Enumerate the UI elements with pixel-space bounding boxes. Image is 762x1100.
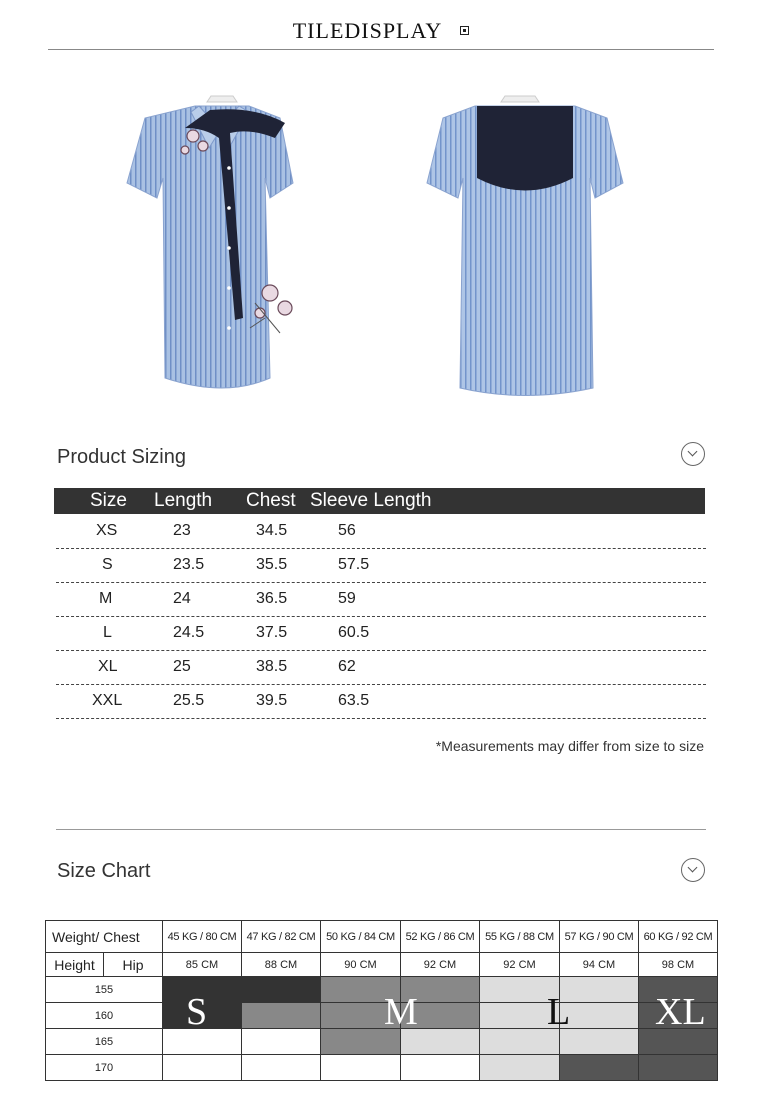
chest-cell: 36.5: [256, 590, 288, 607]
brand-header: [0, 18, 762, 44]
header-size: Size: [90, 490, 127, 511]
table-row: [56, 548, 706, 583]
size-cell: M: [99, 590, 113, 607]
weight-cell: 60 KG / 92 CM: [639, 921, 718, 953]
size-grid-cell: [480, 1055, 560, 1081]
size-chart-title: Size Chart: [57, 860, 151, 882]
chest-cell: 34.5: [256, 522, 288, 539]
sleeve-cell: 57.5: [338, 556, 370, 573]
hip-label: Hip: [104, 953, 163, 977]
shirt-back-illustration: [415, 88, 635, 408]
length-cell: 25.5: [173, 692, 205, 709]
table-row: [56, 684, 706, 719]
length-cell: 24.5: [173, 624, 205, 641]
size-grid-cell: [639, 1055, 718, 1081]
weight-chest-label: Weight/ Chest: [46, 921, 163, 953]
size-cell: XXL: [92, 692, 123, 709]
length-cell: 23: [173, 522, 191, 539]
hip-cell: 94 CM: [560, 953, 639, 977]
hip-cell: 90 CM: [321, 953, 401, 977]
hip-cell: 92 CM: [480, 953, 560, 977]
table-row: [56, 650, 706, 685]
sizing-table-header: [54, 488, 705, 514]
weight-cell: 47 KG / 82 CM: [242, 921, 321, 953]
section-divider: [56, 829, 706, 830]
size-grid-cell: [401, 1055, 480, 1081]
size-grid-cell: [242, 1003, 321, 1029]
chevron-down-icon[interactable]: [681, 858, 705, 882]
weight-cell: 52 KG / 86 CM: [401, 921, 480, 953]
bag-icon[interactable]: [460, 26, 469, 35]
size-grid-cell: [560, 1003, 639, 1029]
height-label: Height: [46, 953, 104, 977]
size-grid-cell: [242, 1029, 321, 1055]
sleeve-cell: 60.5: [338, 624, 370, 641]
hip-cell: 98 CM: [639, 953, 718, 977]
table-row: [56, 582, 706, 617]
size-cell: XL: [98, 658, 118, 675]
chest-cell: 35.5: [256, 556, 288, 573]
product-photo-front: [115, 88, 335, 408]
hip-cell: 92 CM: [401, 953, 480, 977]
size-label-xl: XL: [655, 991, 706, 1033]
chest-cell: 38.5: [256, 658, 288, 675]
weight-cell: 50 KG / 84 CM: [321, 921, 401, 953]
size-cell: L: [103, 624, 112, 641]
size-cell: S: [102, 556, 113, 573]
size-grid-cell: [560, 1029, 639, 1055]
height-cell: 160: [46, 1003, 163, 1029]
header-divider: [48, 49, 714, 50]
sleeve-cell: 62: [338, 658, 356, 675]
height-cell: 155: [46, 977, 163, 1003]
size-grid-cell: [242, 977, 321, 1003]
measurements-note: *Measurements may differ from size to size: [435, 738, 704, 754]
size-grid-cell: [321, 1055, 401, 1081]
size-label-m: M: [384, 991, 418, 1033]
table-row: [56, 514, 706, 549]
height-cell: 170: [46, 1055, 163, 1081]
sleeve-cell: 56: [338, 522, 356, 539]
product-sizing-title: Product Sizing: [57, 446, 186, 468]
header-length: Length: [154, 490, 213, 511]
header-chest: Chest: [246, 490, 296, 511]
height-cell: 165: [46, 1029, 163, 1055]
length-cell: 23.5: [173, 556, 205, 573]
size-grid-cell: [560, 1055, 639, 1081]
size-chart-table: [45, 920, 718, 1081]
sleeve-cell: 63.5: [338, 692, 370, 709]
brand-name: TILEDISPLAY: [292, 18, 443, 43]
weight-cell: 57 KG / 90 CM: [560, 921, 639, 953]
weight-cell: 45 KG / 80 CM: [163, 921, 242, 953]
table-row: [56, 616, 706, 651]
size-grid-cell: [163, 1055, 242, 1081]
shirt-front-illustration: [115, 88, 335, 408]
weight-cell: 55 KG / 88 CM: [480, 921, 560, 953]
chevron-down-icon[interactable]: [681, 442, 705, 466]
length-cell: 25: [173, 658, 191, 675]
product-photo-back: [415, 88, 635, 408]
size-label-s: S: [186, 991, 208, 1033]
size-grid-cell: [242, 1055, 321, 1081]
sleeve-cell: 59: [338, 590, 356, 607]
header-sleeve-length: Sleeve Length: [310, 490, 432, 511]
hip-cell: 88 CM: [242, 953, 321, 977]
size-grid-cell: [560, 977, 639, 1003]
size-cell: XS: [96, 522, 118, 539]
hip-cell: 85 CM: [163, 953, 242, 977]
size-label-l: L: [547, 991, 571, 1033]
chest-cell: 37.5: [256, 624, 288, 641]
chest-cell: 39.5: [256, 692, 288, 709]
length-cell: 24: [173, 590, 191, 607]
